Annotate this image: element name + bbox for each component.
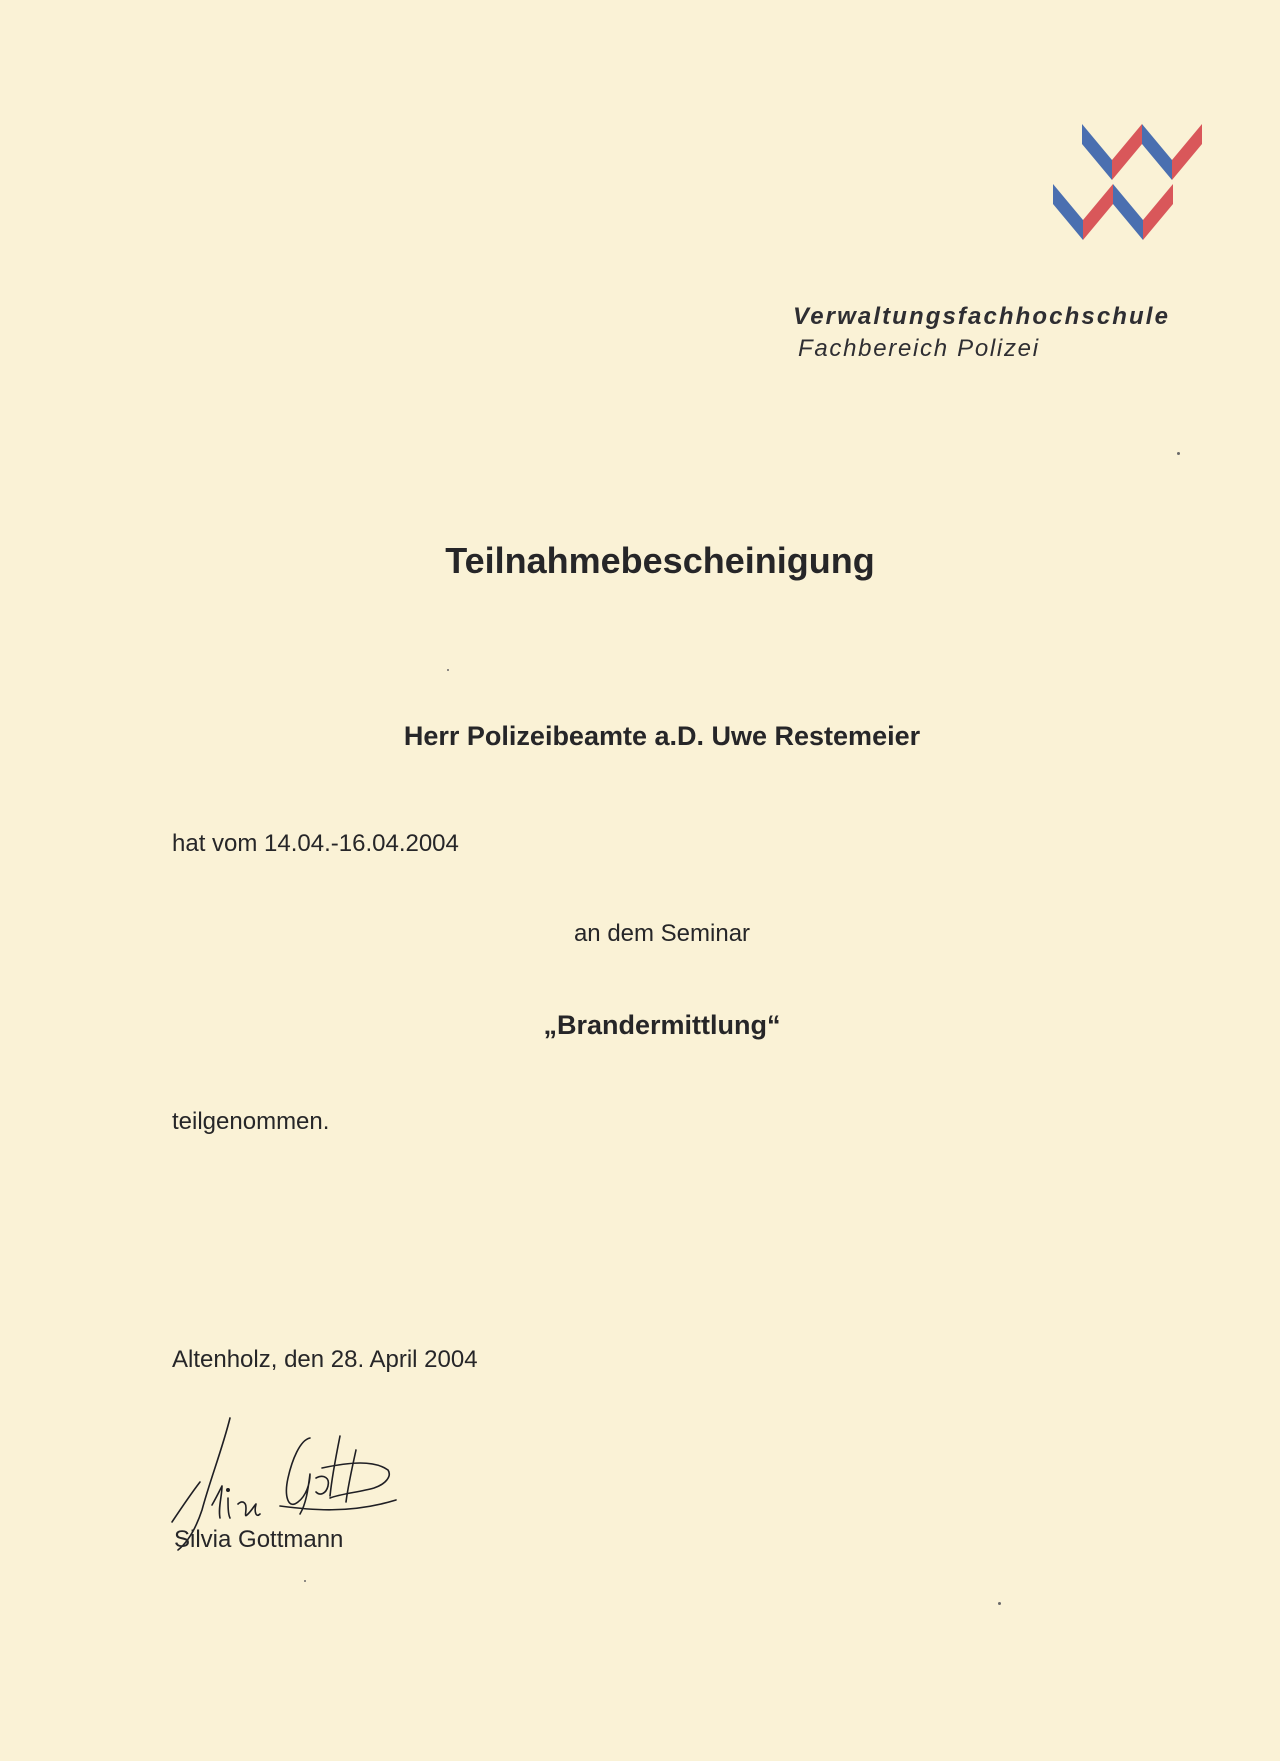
paper-speck	[304, 1580, 306, 1582]
seminar-intro: an dem Seminar	[573, 920, 751, 947]
certificate-title: Teilnahmebescheinigung	[445, 540, 875, 581]
institution-name: Verwaltungsfachhochschule	[793, 303, 1171, 330]
place-and-date: Altenholz, den 28. April 2004	[172, 1346, 478, 1373]
paper-speck	[1177, 452, 1180, 455]
closing-text: teilgenommen.	[172, 1108, 330, 1135]
institution-department: Fachbereich Polizei	[798, 335, 1040, 362]
cube-w-logo-icon	[1053, 122, 1213, 250]
paper-speck	[447, 669, 449, 671]
signer-name: Silvia Gottmann	[174, 1526, 344, 1553]
seminar-name: „Brandermittlung“	[543, 1010, 781, 1040]
paper-speck	[998, 1602, 1001, 1605]
recipient-name: Herr Polizeibeamte a.D. Uwe Restemeier	[403, 721, 921, 751]
participation-period: hat vom 14.04.-16.04.2004	[172, 830, 459, 857]
